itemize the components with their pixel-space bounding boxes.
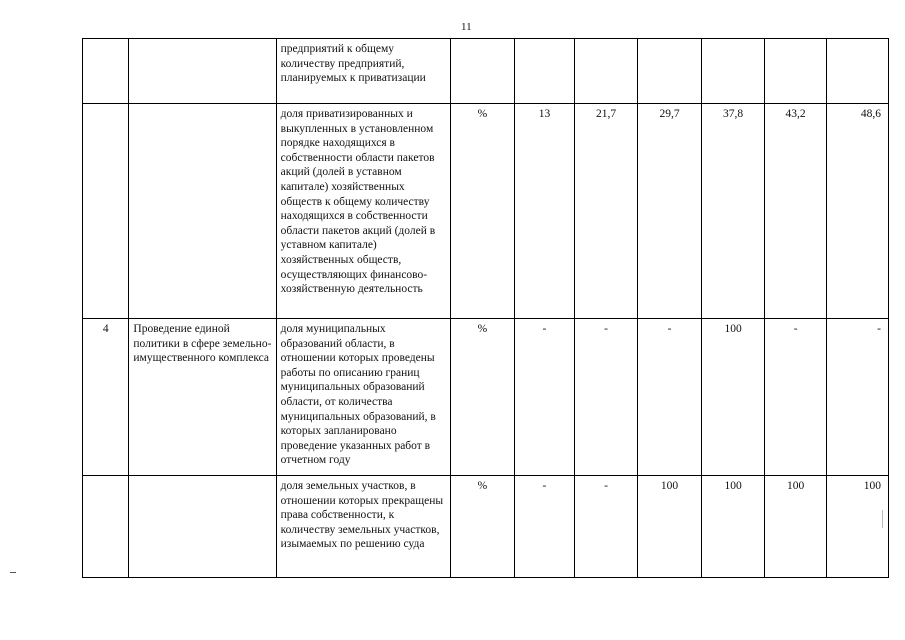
scan-artifact	[882, 510, 891, 528]
margin-mark	[10, 572, 16, 573]
indicator-cell: доля муниципальных образований области, в отношении которых проведены работы по описанию границ муниципальных образований области, от количества муниципальных образований, в которых запланировано проведение указанных работ в отчетном году	[276, 319, 451, 476]
value-cell: 21,7	[575, 104, 638, 319]
table-row	[83, 476, 889, 578]
unit-cell: %	[451, 319, 515, 476]
value-cell	[702, 39, 765, 104]
table-row	[83, 39, 889, 104]
indicator-cell: доля земельных участков, в отношении которых прекращены права собственности, к количеству земельных участков, изымаемых по решению суда	[276, 476, 451, 578]
value-cell: 100	[764, 476, 827, 578]
value-cell: -	[514, 476, 575, 578]
row-number	[83, 39, 129, 104]
value-cell: 100	[827, 476, 889, 578]
value-cell: -	[575, 319, 638, 476]
goal-cell: Проведение единой политики в сфере земельно-имущественного комплекса	[129, 319, 276, 476]
goal-cell	[129, 104, 276, 319]
value-cell: -	[514, 319, 575, 476]
value-cell: 43,2	[764, 104, 827, 319]
table-row	[83, 319, 889, 476]
row-number	[83, 476, 129, 578]
value-cell: 29,7	[637, 104, 702, 319]
row-number	[83, 104, 129, 319]
table-row	[83, 104, 889, 319]
value-cell	[764, 39, 827, 104]
value-cell	[514, 39, 575, 104]
unit-cell	[451, 39, 515, 104]
value-cell	[827, 39, 889, 104]
value-cell: -	[575, 476, 638, 578]
value-cell	[637, 39, 702, 104]
value-cell: -	[764, 319, 827, 476]
value-cell: 100	[637, 476, 702, 578]
value-cell: 100	[702, 319, 765, 476]
indicator-cell: доля приватизированных и выкупленных в установленном порядке находящихся в собственности области пакетов акций (долей в уставном капитале) хозяйственных обществ к общему количеству находящихся в собственности области пакетов акций (долей в уставном капитале) хозяйственных обществ, осуществляющих финансово-хозяйственную деятельность	[276, 104, 451, 319]
goal-cell	[129, 476, 276, 578]
indicator-cell: предприятий к общему количеству предприятий, планируемых к приватизации	[276, 39, 451, 104]
unit-cell: %	[451, 476, 515, 578]
value-cell: 100	[702, 476, 765, 578]
value-cell: 37,8	[702, 104, 765, 319]
value-cell	[575, 39, 638, 104]
value-cell: -	[637, 319, 702, 476]
row-number: 4	[83, 319, 129, 476]
goal-cell	[129, 39, 276, 104]
page-number: 11	[461, 21, 472, 33]
value-cell: -	[827, 319, 889, 476]
value-cell: 13	[514, 104, 575, 319]
value-cell: 48,6	[827, 104, 889, 319]
unit-cell: %	[451, 104, 515, 319]
indicators-table	[82, 38, 889, 578]
